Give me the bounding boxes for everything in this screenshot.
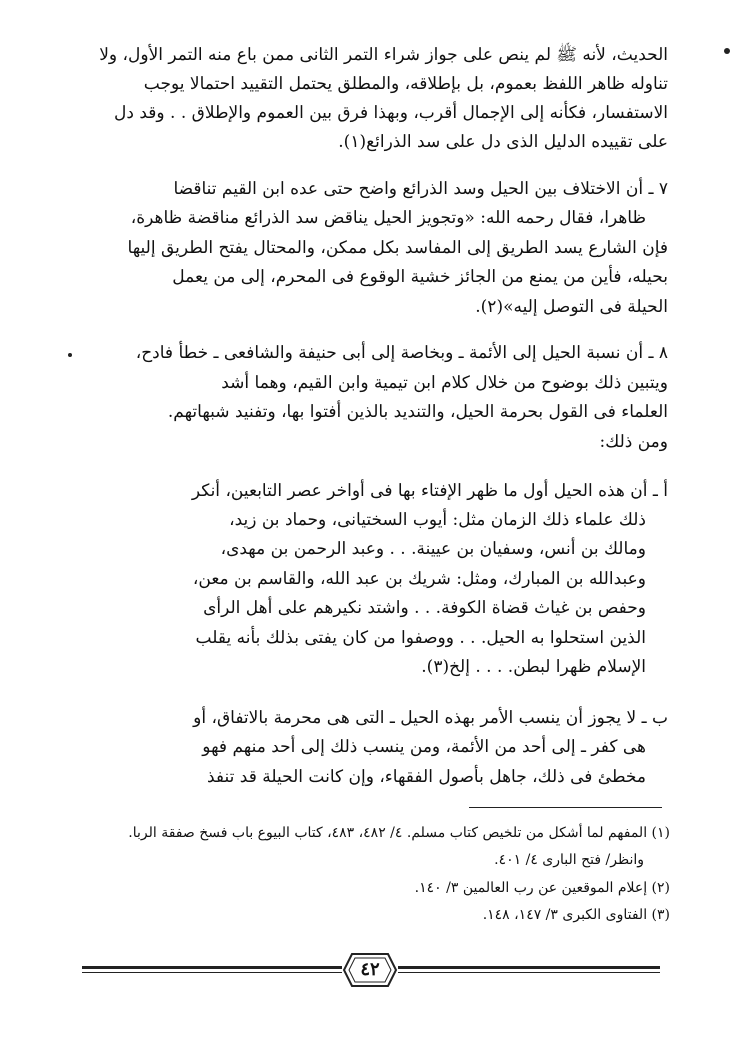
footer-rule [398,972,660,973]
footnote: (٣) الفتاوى الكبرى ٣/ ١٤٧، ١٤٨. [482,907,670,923]
body-line: وحفص بن غياث قضاة الكوفة. . . واشتد نكيرهم على أهل الرأى [203,598,646,618]
body-line: الإسلام ظهرا لبطن. . . . إلخ(٣). [421,657,646,677]
footnote: (١) المفهم لما أشكل من تلخيص كتاب مسلم. ٤/ ٤٨٢، ٤٨٣، كتاب البيوع باب فسخ صفقة الربا. [128,825,670,841]
footnote-separator [469,807,662,808]
body-line: هى كفر ـ إلى أحد من الأئمة، ومن ينسب ذلك إلى أحد منهم فهو [202,737,646,757]
body-line: ومن ذلك: [599,432,668,452]
footnote: وانظر/ فتح البارى ٤/ ٤٠١. [494,852,644,868]
body-line: على تقييده الدليل الذى دل على سد الذرائع(١). [338,132,668,152]
body-line: ومالك بن أنس، وسفيان بن عيينة. . . وعبد الرحمن بن مهدى، [220,539,646,559]
body-line: ذلك علماء ذلك الزمان مثل: أيوب السختيانى، وحماد بن زيد، [229,510,646,530]
body-line: فإن الشارع يسد الطريق إلى المفاسد بكل ممكن، والمحتال يفتح الطريق إليها [127,238,668,258]
body-line: مخطئ فى ذلك، جاهل بأصول الفقهاء، وإن كانت الحيلة قد تنفذ [207,767,646,787]
body-line: الاستفسار، فكأنه إلى الإجمال أقرب، وبهذا فرق بين العموم والإطلاق . . وقد دل [114,103,668,123]
footnote: (٢) إعلام الموقعين عن رب العالمين ٣/ ١٤٠. [414,880,670,896]
margin-dot [724,48,730,54]
body-line: الحيلة فى التوصل إليه»(٢). [475,297,668,317]
body-line: أ ـ أن هذه الحيل أول ما ظهر الإفتاء بها فى أواخر عصر التابعين، أنكر [191,481,668,501]
body-line: الحديث، لأنه ﷺ لم ينص على جواز شراء التمر الثانى ممن باع منه التمر الأول، ولا [99,45,668,65]
body-line: تناوله ظاهر اللفظ بعموم، بل بإطلاقه، والمطلق يحتمل التقييد احتمالا يوجب [143,74,668,94]
footer-rule [398,966,660,969]
page-number: ٤٢ [360,959,380,980]
body-line: ب ـ لا يجوز أن ينسب الأمر بهذه الحيل ـ التى هى محرمة بالاتفاق، أو [193,708,668,728]
footer-rule [82,966,342,969]
body-line: الذين استحلوا به الحيل. . . ووصفوا من كان يفتى بذلك بأنه يقلب [195,628,646,648]
body-line: بحيله، فأين من يمنع من الجائز خشية الوقوع فى المحرم، إلى من يعمل [172,267,668,287]
body-line: العلماء فى القول بحرمة الحيل، والتنديد بالذين أفتوا بها، وتفنيد شبهاتهم. [167,402,668,422]
body-line: ٨ ـ أن نسبة الحيل إلى الأئمة ـ وبخاصة إلى أبى حنيفة والشافعى ـ خطأ فادح، [135,343,668,363]
body-line: وعبدالله بن المبارك، ومثل: شريك بن عبد الله، والقاسم بن معن، [192,569,646,589]
body-line: ٧ ـ أن الاختلاف بين الحيل وسد الذرائع واضح حتى عده ابن القيم تناقضا [173,179,668,199]
footer-rule [82,972,342,973]
body-line: ظاهرا، فقال رحمه الله: «وتجويز الحيل يناقض سد الذرائع مناقضة ظاهرة، [130,208,646,228]
body-line: ويتبين ذلك بوضوح من خلال كلام ابن تيمية وابن القيم، وهما أشد [221,373,668,393]
